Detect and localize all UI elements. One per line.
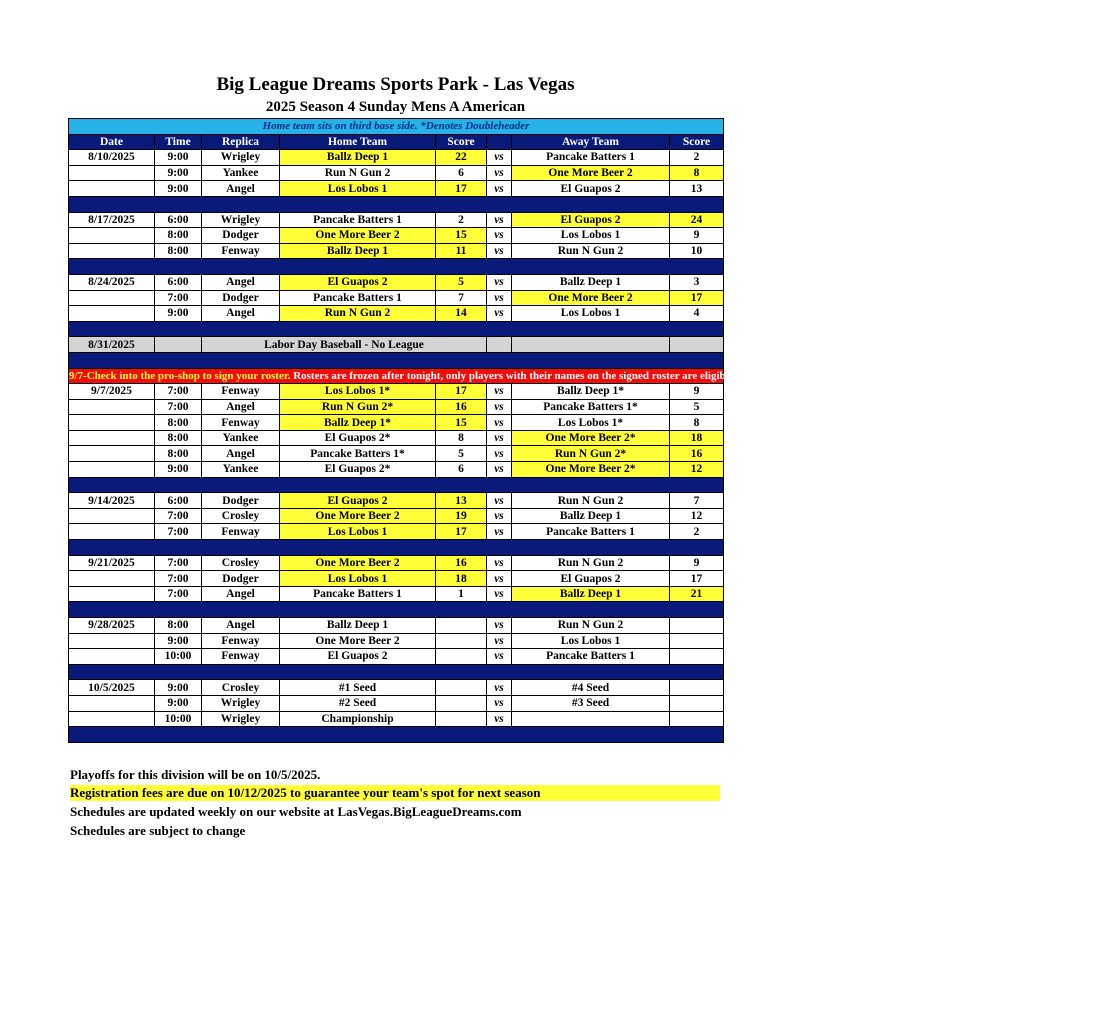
col-time: Time: [155, 134, 202, 150]
roster-notice-row: [69, 368, 724, 384]
game-row: [69, 181, 724, 197]
separator-cell: [69, 477, 724, 493]
home-score-cell: 15: [436, 415, 487, 431]
home-score-cell: [436, 618, 487, 634]
page-subtitle: 2025 Season 4 Sunday Mens A American: [265, 99, 526, 115]
home-score-cell: [436, 711, 487, 727]
replica-cell: Crosley: [202, 680, 280, 696]
date-cell: [69, 306, 155, 322]
game-row: [69, 571, 724, 587]
home-score-cell: 15: [436, 228, 487, 244]
date-cell: [69, 181, 155, 197]
vs-cell: vs: [487, 695, 512, 711]
home-score-cell: [436, 649, 487, 665]
away-score-cell: 3: [670, 274, 724, 290]
away-team-cell: Los Lobos 1: [512, 633, 670, 649]
replica-cell: Angel: [202, 274, 280, 290]
away-team-cell: Run N Gun 2: [512, 493, 670, 509]
vs-cell: vs: [487, 446, 512, 462]
time-cell: 7:00: [155, 290, 202, 306]
date-cell: [69, 415, 155, 431]
replica-cell: Wrigley: [202, 212, 280, 228]
time-cell: 8:00: [155, 430, 202, 446]
away-team-cell: Ballz Deep 1: [512, 586, 670, 602]
col-date: Date: [69, 134, 155, 150]
vs-cell: vs: [487, 649, 512, 665]
replica-cell: Dodger: [202, 493, 280, 509]
col-replica: Replica: [202, 134, 280, 150]
away-score-cell: 4: [670, 306, 724, 322]
away-score-cell: 8: [670, 415, 724, 431]
separator-cell: [69, 259, 724, 275]
time-cell: 8:00: [155, 415, 202, 431]
away-score-cell: 9: [670, 228, 724, 244]
away-score-cell: [670, 337, 724, 353]
game-row: [69, 649, 724, 665]
replica-cell: Fenway: [202, 384, 280, 400]
home-score-cell: 6: [436, 165, 487, 181]
roster-notice: [69, 368, 1099, 384]
home-team-cell: One More Beer 2: [280, 633, 436, 649]
week-separator: [69, 602, 724, 618]
game-row: [69, 618, 724, 634]
replica-cell: Fenway: [202, 524, 280, 540]
time-cell: 9:00: [155, 695, 202, 711]
col-away-team: Away Team: [512, 134, 670, 150]
home-team-cell: Pancake Batters 1: [280, 212, 436, 228]
home-team-cell: #1 Seed: [280, 680, 436, 696]
date-cell: [69, 508, 155, 524]
replica-cell: Dodger: [202, 228, 280, 244]
away-score-cell: 12: [670, 462, 724, 478]
away-score-cell: 9: [670, 555, 724, 571]
date-cell: 8/24/2025: [69, 274, 155, 290]
time-cell: 7:00: [155, 399, 202, 415]
date-cell: [69, 524, 155, 540]
away-score-cell: 18: [670, 430, 724, 446]
week-separator: [69, 727, 724, 743]
week-separator: [69, 259, 724, 275]
home-team-cell: El Guapos 2: [280, 493, 436, 509]
date-cell: [69, 399, 155, 415]
away-score-cell: [670, 649, 724, 665]
home-team-cell: El Guapos 2: [280, 274, 436, 290]
home-score-cell: 17: [436, 524, 487, 540]
away-team-cell: Run N Gun 2: [512, 243, 670, 259]
away-score-cell: 13: [670, 181, 724, 197]
replica-cell: Angel: [202, 446, 280, 462]
away-score-cell: 8: [670, 165, 724, 181]
home-team-cell: One More Beer 2: [280, 508, 436, 524]
week-separator: [69, 540, 724, 556]
away-score-cell: 2: [670, 150, 724, 166]
away-team-cell: Los Lobos 1: [512, 228, 670, 244]
vs-cell: vs: [487, 633, 512, 649]
vs-cell: vs: [487, 430, 512, 446]
doubleheader-note: Home team sits on third base side. *Denotes Doubleheader: [69, 119, 724, 135]
replica-cell: Angel: [202, 586, 280, 602]
game-row: [69, 415, 724, 431]
vs-cell: vs: [487, 165, 512, 181]
game-row: [69, 462, 724, 478]
away-score-cell: 5: [670, 399, 724, 415]
game-row: [69, 446, 724, 462]
game-row: [69, 695, 724, 711]
vs-cell: vs: [487, 228, 512, 244]
away-team-cell: Ballz Deep 1: [512, 274, 670, 290]
away-team-cell: El Guapos 2: [512, 212, 670, 228]
date-cell: 8/17/2025: [69, 212, 155, 228]
time-cell: 8:00: [155, 446, 202, 462]
vs-cell: vs: [487, 462, 512, 478]
home-team-cell: Run N Gun 2: [280, 165, 436, 181]
away-team-cell: Los Lobos 1*: [512, 415, 670, 431]
week-separator: [69, 352, 724, 368]
away-team-cell: El Guapos 2: [512, 181, 670, 197]
note-row: [69, 119, 724, 135]
home-team-cell: El Guapos 2*: [280, 462, 436, 478]
home-score-cell: 2: [436, 212, 487, 228]
date-cell: [69, 430, 155, 446]
home-score-cell: [436, 695, 487, 711]
date-cell: [69, 586, 155, 602]
time-cell: 6:00: [155, 212, 202, 228]
replica-cell: Dodger: [202, 290, 280, 306]
replica-cell: Wrigley: [202, 711, 280, 727]
date-cell: [69, 446, 155, 462]
date-cell: [69, 165, 155, 181]
away-score-cell: [670, 633, 724, 649]
game-row: [69, 586, 724, 602]
time-cell: 6:00: [155, 493, 202, 509]
replica-cell: Wrigley: [202, 695, 280, 711]
game-row: [69, 430, 724, 446]
separator-cell: [69, 602, 724, 618]
home-team-cell: Pancake Batters 1: [280, 290, 436, 306]
separator-cell: [69, 321, 724, 337]
vs-cell: vs: [487, 384, 512, 400]
away-team-cell: Pancake Batters 1*: [512, 399, 670, 415]
time-cell: 10:00: [155, 711, 202, 727]
home-score-cell: 16: [436, 399, 487, 415]
away-team-cell: Run N Gun 2*: [512, 446, 670, 462]
replica-cell: Crosley: [202, 555, 280, 571]
home-team-cell: #2 Seed: [280, 695, 436, 711]
game-row: [69, 555, 724, 571]
home-team-cell: Ballz Deep 1*: [280, 415, 436, 431]
replica-cell: Fenway: [202, 633, 280, 649]
game-row: [69, 306, 724, 322]
col-away-score: Score: [670, 134, 724, 150]
replica-cell: Angel: [202, 618, 280, 634]
date-cell: [69, 228, 155, 244]
time-cell: 9:00: [155, 150, 202, 166]
separator-cell: [69, 727, 724, 743]
time-cell: 7:00: [155, 384, 202, 400]
no-league-text: Labor Day Baseball - No League: [202, 337, 487, 353]
separator-cell: [69, 352, 724, 368]
vs-cell: vs: [487, 680, 512, 696]
away-team-cell: Pancake Batters 1: [512, 524, 670, 540]
home-team-cell: One More Beer 2: [280, 228, 436, 244]
time-cell: [155, 337, 202, 353]
home-score-cell: 11: [436, 243, 487, 259]
time-cell: 9:00: [155, 462, 202, 478]
change-note: Schedules are subject to change: [70, 823, 246, 838]
vs-cell: vs: [487, 290, 512, 306]
home-team-cell: Los Lobos 1: [280, 181, 436, 197]
vs-cell: vs: [487, 493, 512, 509]
time-cell: 9:00: [155, 680, 202, 696]
date-cell: [69, 462, 155, 478]
vs-cell: vs: [487, 150, 512, 166]
game-row: [69, 384, 724, 400]
game-row: [69, 243, 724, 259]
home-score-cell: 22: [436, 150, 487, 166]
time-cell: 9:00: [155, 633, 202, 649]
away-team-cell: Los Lobos 1: [512, 306, 670, 322]
separator-cell: [69, 196, 724, 212]
vs-cell: vs: [487, 274, 512, 290]
home-score-cell: 1: [436, 586, 487, 602]
away-score-cell: [670, 711, 724, 727]
col-home-score: Score: [436, 134, 487, 150]
away-team-cell: Pancake Batters 1: [512, 150, 670, 166]
schedule-table: [68, 118, 1099, 743]
home-score-cell: 17: [436, 181, 487, 197]
col-home-team: Home Team: [280, 134, 436, 150]
date-cell: 8/31/2025: [69, 337, 155, 353]
away-score-cell: [670, 695, 724, 711]
vs-cell: vs: [487, 306, 512, 322]
away-team-cell: One More Beer 2: [512, 165, 670, 181]
away-score-cell: [670, 618, 724, 634]
home-score-cell: [436, 633, 487, 649]
game-row: [69, 228, 724, 244]
replica-cell: Yankee: [202, 462, 280, 478]
week-separator: [69, 196, 724, 212]
registration-note: Registration fees are due on 10/12/2025 to guarantee your team's spot for next season: [70, 785, 720, 801]
away-team-cell: Run N Gun 2: [512, 618, 670, 634]
time-cell: 6:00: [155, 274, 202, 290]
home-score-cell: 13: [436, 493, 487, 509]
home-team-cell: El Guapos 2*: [280, 430, 436, 446]
home-score-cell: 5: [436, 274, 487, 290]
replica-cell: Fenway: [202, 415, 280, 431]
away-team-cell: Pancake Batters 1: [512, 649, 670, 665]
week-separator: [69, 664, 724, 680]
away-team-cell: Ballz Deep 1: [512, 508, 670, 524]
away-team-cell: Run N Gun 2: [512, 555, 670, 571]
game-row: [69, 399, 724, 415]
vs-cell: vs: [487, 243, 512, 259]
week-separator: [69, 477, 724, 493]
col-vs: [487, 134, 512, 150]
game-row: [69, 680, 724, 696]
away-cell: [512, 337, 670, 353]
home-team-cell: Ballz Deep 1: [280, 243, 436, 259]
time-cell: 7:00: [155, 571, 202, 587]
replica-cell: Yankee: [202, 165, 280, 181]
header-row: [69, 134, 724, 150]
home-score-cell: 7: [436, 290, 487, 306]
date-cell: 9/21/2025: [69, 555, 155, 571]
game-row: [69, 150, 724, 166]
time-cell: 8:00: [155, 243, 202, 259]
home-team-cell: El Guapos 2: [280, 649, 436, 665]
replica-cell: Fenway: [202, 243, 280, 259]
date-cell: [69, 695, 155, 711]
vs-cell: [487, 337, 512, 353]
away-team-cell: El Guapos 2: [512, 571, 670, 587]
separator-cell: [69, 540, 724, 556]
game-row: [69, 493, 724, 509]
no-league-row: [69, 337, 724, 353]
time-cell: 7:00: [155, 586, 202, 602]
time-cell: 8:00: [155, 228, 202, 244]
date-cell: 10/5/2025: [69, 680, 155, 696]
game-row: [69, 711, 724, 727]
week-separator: [69, 321, 724, 337]
replica-cell: Wrigley: [202, 150, 280, 166]
home-team-cell: Ballz Deep 1: [280, 150, 436, 166]
home-team-cell: Run N Gun 2: [280, 306, 436, 322]
home-team-cell: One More Beer 2: [280, 555, 436, 571]
separator-cell: [69, 664, 724, 680]
vs-cell: vs: [487, 181, 512, 197]
time-cell: 9:00: [155, 306, 202, 322]
game-row: [69, 212, 724, 228]
game-row: [69, 524, 724, 540]
home-score-cell: 18: [436, 571, 487, 587]
away-team-cell: One More Beer 2*: [512, 462, 670, 478]
away-team-cell: #4 Seed: [512, 680, 670, 696]
date-cell: 9/7/2025: [69, 384, 155, 400]
vs-cell: vs: [487, 508, 512, 524]
away-score-cell: 2: [670, 524, 724, 540]
replica-cell: Fenway: [202, 649, 280, 665]
home-score-cell: 17: [436, 384, 487, 400]
date-cell: [69, 633, 155, 649]
home-score-cell: 8: [436, 430, 487, 446]
replica-cell: Angel: [202, 306, 280, 322]
time-cell: 8:00: [155, 618, 202, 634]
home-score-cell: [436, 680, 487, 696]
home-team-cell: Run N Gun 2*: [280, 399, 436, 415]
replica-cell: Angel: [202, 399, 280, 415]
away-score-cell: [670, 680, 724, 696]
time-cell: 7:00: [155, 555, 202, 571]
date-cell: 8/10/2025: [69, 150, 155, 166]
home-score-cell: 14: [436, 306, 487, 322]
vs-cell: vs: [487, 212, 512, 228]
game-row: [69, 508, 724, 524]
away-score-cell: 7: [670, 493, 724, 509]
date-cell: [69, 711, 155, 727]
time-cell: 7:00: [155, 508, 202, 524]
game-row: [69, 633, 724, 649]
roster-notice-text: Rosters are frozen after tonight, only players with their names on the signed roster are eligible for playoffs. Please check carefully as changes will not be made for omissions.: [290, 369, 1099, 382]
replica-cell: Angel: [202, 181, 280, 197]
away-team-cell: One More Beer 2*: [512, 430, 670, 446]
time-cell: 9:00: [155, 165, 202, 181]
date-cell: [69, 571, 155, 587]
away-team-cell: One More Beer 2: [512, 290, 670, 306]
away-score-cell: 17: [670, 290, 724, 306]
vs-cell: vs: [487, 711, 512, 727]
vs-cell: vs: [487, 618, 512, 634]
home-team-cell: Pancake Batters 1: [280, 586, 436, 602]
away-score-cell: 9: [670, 384, 724, 400]
home-team-cell: Ballz Deep 1: [280, 618, 436, 634]
date-cell: [69, 290, 155, 306]
game-row: [69, 274, 724, 290]
date-cell: [69, 649, 155, 665]
game-row: [69, 165, 724, 181]
vs-cell: vs: [487, 524, 512, 540]
home-score-cell: 5: [436, 446, 487, 462]
home-team-cell: Los Lobos 1*: [280, 384, 436, 400]
replica-cell: Yankee: [202, 430, 280, 446]
away-team-cell: [512, 711, 670, 727]
home-team-cell: Championship: [280, 711, 436, 727]
replica-cell: Dodger: [202, 571, 280, 587]
away-score-cell: 16: [670, 446, 724, 462]
page-title: Big League Dreams Sports Park - Las Vegas: [216, 74, 575, 95]
home-score-cell: 19: [436, 508, 487, 524]
time-cell: 7:00: [155, 524, 202, 540]
game-row: [69, 290, 724, 306]
home-team-cell: Los Lobos 1: [280, 571, 436, 587]
away-score-cell: 17: [670, 571, 724, 587]
date-cell: 9/14/2025: [69, 493, 155, 509]
time-cell: 9:00: [155, 181, 202, 197]
time-cell: 10:00: [155, 649, 202, 665]
away-score-cell: 24: [670, 212, 724, 228]
away-score-cell: 21: [670, 586, 724, 602]
date-cell: [69, 243, 155, 259]
playoffs-note: Playoffs for this division will be on 10/5/2025.: [70, 767, 321, 782]
date-cell: 9/28/2025: [69, 618, 155, 634]
away-team-cell: Ballz Deep 1*: [512, 384, 670, 400]
vs-cell: vs: [487, 555, 512, 571]
away-team-cell: #3 Seed: [512, 695, 670, 711]
roster-notice-highlight: 9/7-Check into the pro-shop to sign your roster.: [69, 369, 291, 382]
website-note: Schedules are updated weekly on our website at LasVegas.BigLeagueDreams.com: [70, 804, 522, 819]
vs-cell: vs: [487, 415, 512, 431]
home-score-cell: 6: [436, 462, 487, 478]
vs-cell: vs: [487, 586, 512, 602]
away-score-cell: 12: [670, 508, 724, 524]
home-team-cell: Pancake Batters 1*: [280, 446, 436, 462]
home-team-cell: Los Lobos 1: [280, 524, 436, 540]
replica-cell: Crosley: [202, 508, 280, 524]
vs-cell: vs: [487, 571, 512, 587]
vs-cell: vs: [487, 399, 512, 415]
home-score-cell: 16: [436, 555, 487, 571]
away-score-cell: 10: [670, 243, 724, 259]
